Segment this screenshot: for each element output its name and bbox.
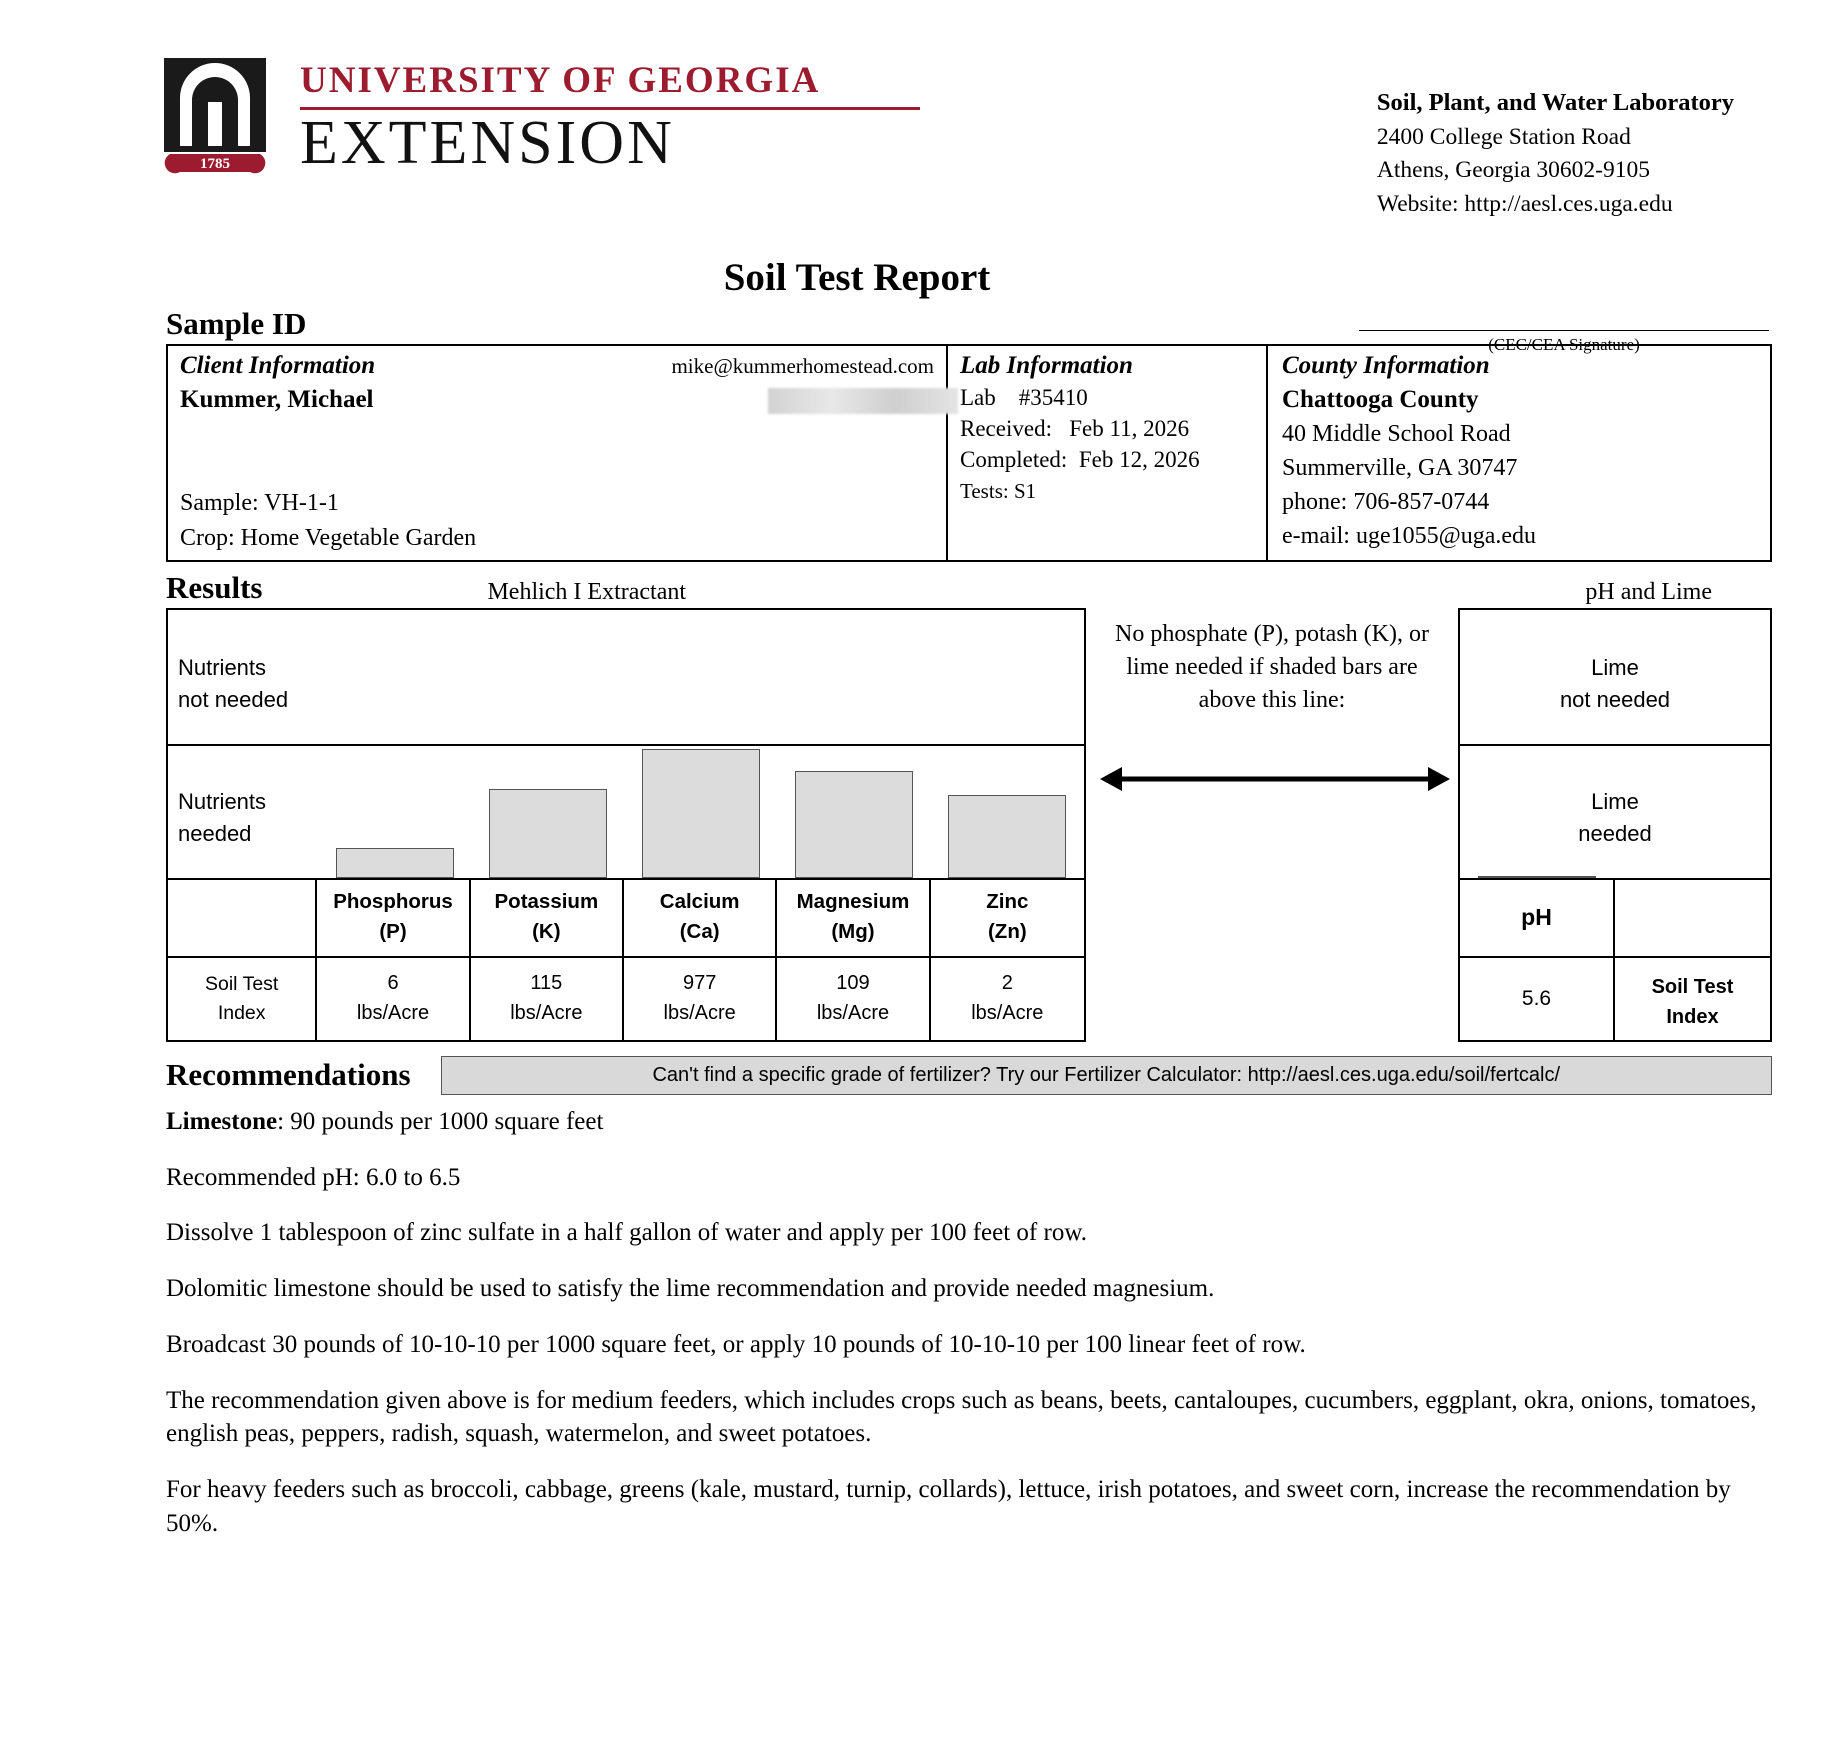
bar-cell-potassium [471,610,624,878]
nutrients-needed-line2: needed [178,820,252,846]
nutrient-header-zinc-name: Zinc [986,889,1029,913]
limestone-recommendation [166,1105,1772,1139]
county-phone: phone: 706-857-0744 [1282,488,1490,515]
nutrient-value-phosphorus [317,958,470,1040]
signature-rule [1359,330,1769,331]
nutrient-value-row [168,958,1084,1040]
nutrient-header-magnesium-symbol: (Mg) [831,919,875,943]
lab-website: Website: http://aesl.ces.uga.edu [1376,190,1673,217]
nutrient-header-phosphorus-name: Phosphorus [333,889,453,913]
recommendations-body [166,1105,1772,1541]
recommendation-paragraph-2: Dissolve 1 tablespoon of zinc sulfate in a half gallon of water and apply per 100 feet of row. [166,1219,1088,1247]
recommendations-header-row [166,1056,1772,1095]
nutrients-not-needed-label [178,652,288,716]
lab-completed-value: Feb 12, 2026 [1078,446,1200,472]
nutrient-chart-plot [168,610,1084,880]
nutrients-not-needed-line1: Nutrients [178,654,267,680]
soil-test-index-label [168,958,317,1040]
client-name: Kummer, Michael [180,385,374,413]
bar-potassium [489,789,607,877]
client-crop: Crop: Home Vegetable Garden [180,524,477,551]
signature-label: (CEC/CEA Signature) [1488,335,1640,354]
nutrient-header-calcium-name: Calcium [659,889,740,913]
ph-lime-chart [1458,608,1772,1042]
bar-zinc [948,795,1066,878]
value-calcium: 977 [682,971,717,994]
ph-bar-cell [1478,876,1598,878]
nutrient-header-potassium [471,880,624,956]
nutrient-header-phosphorus [317,880,470,956]
extractant-label: Mehlich I Extractant [487,578,687,605]
county-city: Summerville, GA 30747 [1282,454,1518,481]
county-email: e-mail: uge1055@uga.edu [1282,522,1537,549]
nutrient-value-calcium [624,958,777,1040]
ph-header-blank [1615,880,1770,956]
ph-soil-test-index-label [1615,958,1770,1040]
county-information-title: County Information [1282,351,1490,379]
brand-line-2: EXTENSION [300,109,675,177]
lab-number-label: Lab [960,384,996,410]
lab-number-value: #35410 [1018,384,1088,410]
page-title: Soil Test Report [723,255,991,299]
value-magnesium: 109 [836,971,870,994]
client-information-cell [168,346,948,560]
bar-cell-calcium [624,610,777,878]
lime-not-needed-line1: Lime [1591,654,1639,680]
nutrient-value-magnesium [777,958,930,1040]
recommendations-heading: Recommendations [166,1057,411,1093]
bar-magnesium [795,771,913,878]
ph-chart-plot [1460,610,1770,880]
nutrient-bars [318,610,1084,878]
nutrients-not-needed-line2: not needed [178,686,289,712]
recommendation-paragraph-5: The recommendation given above is for medium feeders, which includes crops such as beans, beets, cantaloupes, cucumbers, eggplant, okra, onions, tomatoes, english peas, peppers, radish, squash, watermelon, and sweet potatoes. [166,1386,1757,1448]
unit-magnesium: lbs/Acre [816,1001,890,1024]
bar-cell-phosphorus [318,610,471,878]
sample-id-table [166,344,1772,562]
results-area [166,608,1772,1042]
recommendation-paragraph-1: Recommended pH: 6.0 to 6.5 [166,1163,461,1191]
unit-potassium: lbs/Acre [510,1001,583,1024]
county-name: Chattooga County [1282,385,1479,413]
nutrient-value-zinc [931,958,1084,1040]
lime-not-needed-line2: not needed [1559,686,1671,712]
threshold-note [1086,608,1458,1042]
county-street: 40 Middle School Road [1282,420,1511,447]
value-zinc: 2 [1001,971,1013,994]
uga-extension-logo [160,58,920,176]
nutrient-header-potassium-name: Potassium [494,889,599,913]
brand-line-1: UNIVERSITY OF GEORGIA [300,60,821,101]
results-header-row [166,570,1772,606]
nutrient-header-calcium-symbol: (Ca) [679,919,720,943]
lab-city: Athens, Georgia 30602-9105 [1376,157,1650,184]
bar-cell-zinc [931,610,1084,878]
lab-completed-row [960,447,1256,473]
threshold-note-text: No phosphate (P), potash (K), or lime needed if shaded bars are above this line: [1115,620,1429,714]
unit-calcium: lbs/Acre [663,1001,736,1024]
bar-cell-magnesium [778,610,931,878]
lab-name: Soil, Plant, and Water Laboratory [1376,89,1734,116]
nutrient-header-calcium [624,880,777,956]
ph-index-line1: Soil Test [1651,975,1734,998]
uga-wordmark [300,58,920,175]
ph-value-row [1460,958,1770,1040]
client-sample: Sample: VH-1-1 [180,489,339,516]
ph-name-row [1460,880,1770,958]
lab-information-cell [948,346,1268,560]
results-heading: Results [166,569,263,605]
bar-calcium [642,749,760,878]
lime-needed-label [1460,786,1770,850]
nutrient-header-zinc [931,880,1084,956]
ph-value: 5.6 [1460,958,1615,1040]
limestone-value: : 90 pounds per 1000 square feet [277,1107,604,1135]
sample-id-heading: Sample ID [166,305,307,341]
lab-received-row [960,416,1256,442]
redacted-address [768,388,958,414]
ph-index-line2: Index [1666,1005,1719,1028]
ph-and-lime-label: pH and Lime [1585,578,1712,605]
value-potassium: 115 [530,971,563,994]
soil-test-index-label-line2: Index [217,1002,266,1025]
bar-ph [1478,876,1596,878]
recommendation-paragraph-4: Broadcast 30 pounds of 10-10-10 per 1000 square feet, or apply 10 pounds of 10-10-10 per 100 linear feet of row. [166,1330,1306,1358]
uga-arch-icon [160,58,270,176]
nutrient-header-zinc-symbol: (Zn) [987,919,1027,943]
lab-received-label: Received: [960,415,1052,441]
ph-header: pH [1460,880,1615,956]
nutrient-value-potassium [471,958,624,1040]
recommendation-paragraph-6: For heavy feeders such as broccoli, cabbage, greens (kale, mustard, turnip, collards), lettuce, irish potatoes, and sweet corn, increase the recommendation by 50%. [166,1476,1731,1537]
limestone-label: Limestone [166,1107,278,1135]
nutrient-header-phosphorus-symbol: (P) [379,919,407,943]
fertilizer-calculator-link[interactable]: Can't find a specific grade of fertilizer? Try our Fertilizer Calculator: http://aesl.ces.uga.edu/soil/fertcalc/ [441,1056,1772,1095]
lime-needed-line2: needed [1578,820,1652,846]
threshold-arrow-icon [1096,764,1454,804]
nutrient-name-row [168,880,1084,958]
client-email: mike@kummerhomestead.com [671,353,934,378]
value-phosphorus: 6 [387,971,399,994]
logo-year-text: 1785 [200,156,230,172]
client-information-title: Client Information [180,351,376,379]
bar-phosphorus [336,848,454,877]
lab-tests: Tests: S1 [960,478,1037,503]
soil-test-index-label-line1: Soil Test [204,972,279,995]
lab-completed-label: Completed: [960,446,1068,472]
lab-received-value: Feb 11, 2026 [1069,415,1190,441]
lime-not-needed-label [1460,652,1770,716]
lime-threshold-line [1460,744,1770,746]
lab-number-row [960,385,1256,411]
lab-information-title: Lab Information [960,351,1133,379]
nutrient-header-magnesium [777,880,930,956]
lab-street: 2400 College Station Road [1376,123,1631,150]
report-header [0,0,1844,221]
nutrient-chart [166,608,1086,1042]
unit-zinc: lbs/Acre [971,1001,1044,1024]
county-information-cell [1268,346,1770,560]
nutrient-name-spacer [168,880,317,956]
nutrients-needed-line1: Nutrients [178,788,267,814]
unit-phosphorus: lbs/Acre [356,1001,430,1024]
nutrients-needed-label [178,786,266,850]
nutrient-header-magnesium-name: Magnesium [796,889,910,913]
lime-needed-line1: Lime [1591,788,1639,814]
signature-block [1359,330,1769,355]
recommendation-paragraph-3: Dolomitic limestone should be used to satisfy the lime recommendation and provide needed magnesium. [166,1275,1215,1303]
nutrient-header-potassium-symbol: (K) [532,919,561,943]
lab-address-block [1377,58,1804,221]
